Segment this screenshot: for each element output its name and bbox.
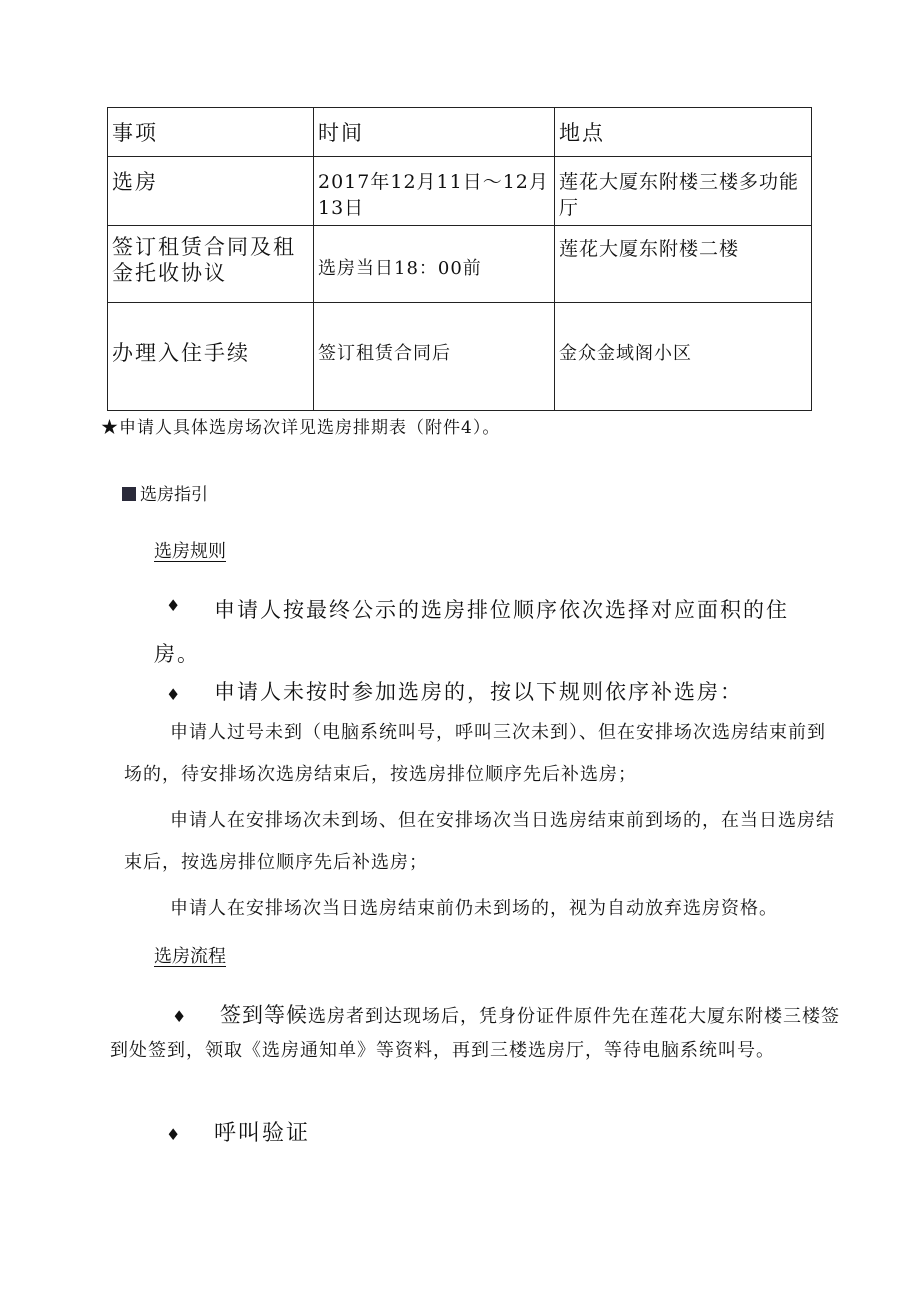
row-item: 办理入住手续 — [112, 341, 250, 365]
header-place: 地点 — [559, 121, 605, 145]
header-time: 时间 — [318, 121, 364, 145]
sub-rule-paragraph: 申请人过号未到（电脑系统叫号，呼叫三次未到）、但在安排场次选房结束前到场的，待安排场次选房结束后，按选房排位顺序先后补选房； — [124, 722, 826, 785]
sub-rule-paragraph: 申请人在安排场次未到场、但在安排场次当日选房结束前到场的，在当日选房结束后，按选房排位顺序先后补选房； — [124, 810, 835, 873]
section-title — [122, 480, 208, 505]
row-item: 签订租赁合同及租金托收协议 — [112, 235, 296, 285]
table-row — [108, 303, 812, 411]
diamond-icon: ♦ — [166, 685, 181, 704]
rules-heading: 选房规则 — [154, 541, 226, 562]
table-row — [108, 157, 812, 226]
schedule-note: ★申请人具体选房场次详见选房排期表（附件4）。 — [101, 418, 501, 438]
section-title-text: 选房指引 — [140, 485, 208, 505]
square-icon — [122, 487, 136, 501]
row-place: 莲花大厦东附楼二楼 — [559, 238, 740, 260]
table-row — [108, 226, 812, 303]
row-item: 选房 — [112, 170, 158, 194]
rule-paragraph: 申请人按最终公示的选房排位顺序依次选择对应面积的住房。 — [154, 598, 789, 666]
process-step — [110, 998, 840, 1068]
table-header-row — [108, 108, 812, 157]
process-heading: 选房流程 — [154, 946, 226, 967]
row-time: 2017年12月11日～12月13日 — [318, 171, 549, 219]
diamond-icon: ♦ — [166, 596, 181, 615]
row-time: 选房当日18：00前 — [318, 258, 482, 279]
process-step-label: 签到等候 — [220, 1003, 308, 1027]
header-item: 事项 — [112, 121, 158, 145]
process-step-text: 选房者到达现场后，凭身份证件原件先在莲花大厦东附楼三楼签到处签到，领取《选房通知单》等资料，再到三楼选房厅，等待电脑系统叫号。 — [110, 1006, 840, 1061]
diamond-icon: ♦ — [166, 1125, 181, 1144]
rule-paragraph: 申请人未按时参加选房的，按以下规则依序补选房： — [214, 680, 743, 704]
row-place: 莲花大厦东附楼三楼多功能厅 — [559, 171, 800, 219]
schedule-table — [107, 107, 812, 411]
diamond-icon: ♦ — [172, 1007, 187, 1026]
sub-rule-paragraph: 申请人在安排场次当日选房结束前仍未到场的，视为自动放弃选房资格。 — [170, 898, 778, 919]
row-place: 金众金域阁小区 — [559, 343, 692, 364]
process-step-label: 呼叫验证 — [214, 1121, 311, 1146]
row-time: 签订租赁合同后 — [318, 343, 451, 364]
